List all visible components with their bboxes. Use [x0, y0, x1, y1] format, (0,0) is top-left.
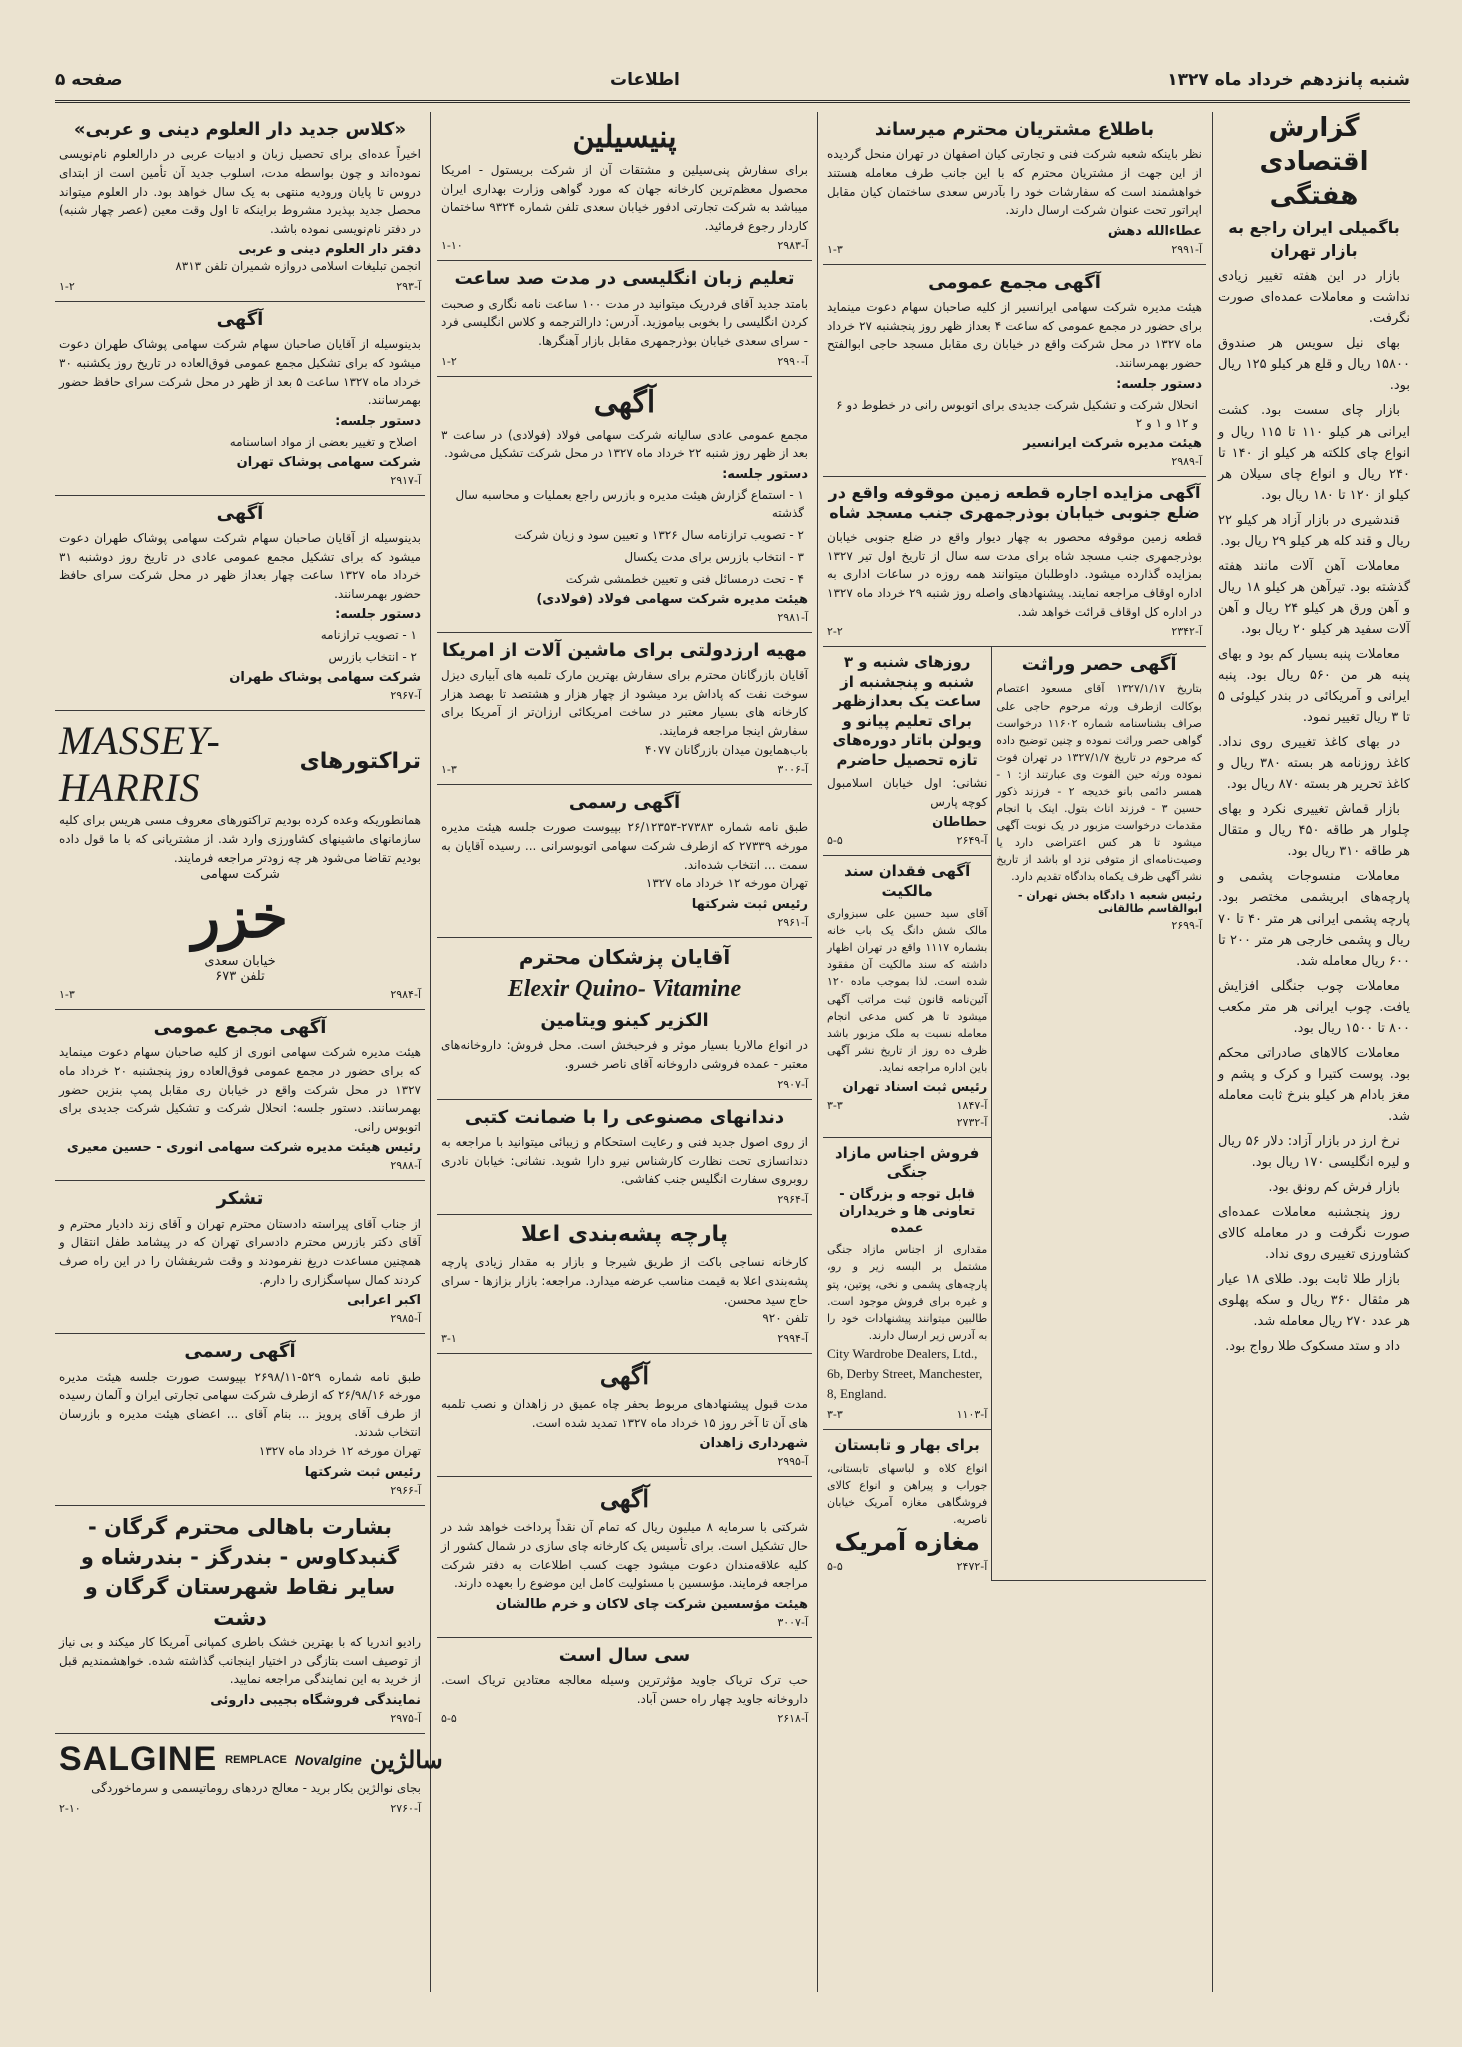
ad-ref: آ-۲۹۸۹ [1171, 454, 1202, 468]
ad-title: پنیسیلین [572, 120, 677, 155]
ad-body: مدت قبول پیشنهادهای مربوط بحفر چاه عمیق در زاهدان و نصب تلمبه های آن تا آخر روز ۱۵ خرداد ماه ۱۳۲۷ تمدید شده است. [441, 1396, 808, 1430]
ad-title: آقایان پزشکان محترم [518, 944, 731, 969]
ad-address: انجمن تبلیغات اسلامی دروازه شمیران تلفن ۸۳۱۳ [175, 259, 421, 274]
ad-music-lessons [823, 647, 991, 856]
ad-body: از روی اصول جدید فنی و رعایت استحکام و زیبائی میتوانید با مراجعه به دندانسازی تحت نظارت کارشناس نیرو دارا شوید. نشانی: خیابان نادری روبروی سفارت انگلیس جنب کفاشی. [441, 1135, 808, 1187]
report-subtitle: باگمیلی ایران راجع به بازار تهران [1228, 218, 1400, 260]
report-paragraph: روز پنجشنبه معاملات عمده‌ای صورت نگرفت و در معامله کالای کشاورزی تغییری روی نداد. [1218, 1205, 1410, 1263]
ad-title: آگهی مجمع عمومی [153, 1017, 327, 1039]
ad-address: باب‌همایون میدان بازرگانان ۴۰۷۷ [644, 742, 808, 757]
ad-body: بدینوسیله از آقایان صاحبان سهام شرکت سهامی پوشاک طهران دعوت میشود که برای تشکیل مجمع عمومی عادی در تاریخ روز دوشنبه ۳۱ خرداد ماه ۱۳۲۷ ساعت چهار بعداز ظهر در محل شرکت سرای حافظ حضور بهمرسانند. [59, 531, 421, 601]
ad-ref-count: ۱-۳ [441, 763, 457, 777]
ad-ref: آ-۲۹۸۴ [390, 988, 421, 1002]
ad-title: مهیه ارزدولتی برای ماشین آلات از امریکا [442, 639, 807, 661]
ad-ref-count: ۲-۱۰ [59, 1801, 81, 1815]
ad-ref: آ-۲۹۷۵ [390, 1712, 421, 1726]
report-paragraph: بهای نیل سویس هر صندوق ۱۵۸۰۰ ریال و قلع هر کیلو ۱۲۵ ریال بود. [1218, 336, 1410, 394]
ad-title: آگهی مجمع عمومی [928, 271, 1101, 293]
ad-body: مقداری از اجناس مازاد جنگی مشتمل بر البسه زیر و رو، پارچه‌های پشمی و نخی، پوتین، پتو و غیره برای فروش موجود است. طالبین میتوانند پیشنهادات خود را به آدرس زیر ارسال دارند. [827, 1243, 988, 1342]
ad-agenda-item: ۱ - تصویب ترازنامه [320, 628, 417, 643]
ad-zahedan [437, 1354, 812, 1477]
ad-body: نظر باینکه شعبه شرکت فنی و تجارتی کیان اصفهان در تهران منحل گردیده از این جهت از مشتریان محترم که با این جانب طرف معامله هستند خواهشمند است که سفارشات خود را بآدرس سعدی ساختمان کیان مقابل اپراتور تحت عنوان شرکت ارسال دارند. [827, 147, 1202, 218]
ad-title: آگهی حصر وراثت [1021, 654, 1177, 676]
massey-harris-title: MASSEY-HARRIS [59, 718, 221, 811]
ad-pooshak-extra [55, 302, 425, 496]
ad-ref: آ-۲۶۴۹ [956, 834, 988, 848]
header-date: شنبه پانزدهم خرداد ماه ۱۳۲۷ [1167, 70, 1410, 90]
report-paragraph: بازار طلا ثابت بود. طلای ۱۸ عیار هر مثقال ۳۶۰ ریال و سکه پهلوی هر عدد ۲۷۰ ریال معامله شد. [1218, 1272, 1410, 1330]
ad-ref: آ-۲۹۱۷ [390, 473, 421, 487]
report-paragraph: بازار فرش کم رونق بود. [1268, 1180, 1400, 1196]
ad-signature: اکبر اعرابی [347, 1293, 421, 1309]
ad-ref-count: ۱-۳ [827, 242, 843, 256]
ad-inheritance [991, 647, 1206, 1581]
ad-ref: آ-۲۳۴۲ [1171, 625, 1202, 639]
ad-title: آگهی [216, 308, 264, 330]
ad-penicillin [437, 112, 812, 261]
page-header [55, 60, 1410, 103]
ad-title: باطلاع مشتریان محترم میرساند [874, 119, 1155, 140]
ad-body: برای سفارش پنی‌سیلین و مشتقات آن از شرکت بریستول - امریکا محصول معظم‌ترین کارخانه جهان که مورد گواهی وزارت بهداری ایران میباشد به شرکت تجارتی ادفور خیابان سعدی تلفن شماره ۹۳۲۴ ساختمان کاردار رجوع فرمائید. [441, 163, 808, 233]
ad-title: تراکتورهای [299, 749, 421, 775]
ad-ref: آ-۱۱۰۳ [956, 1408, 988, 1422]
ad-subtitle: قابل توجه و بزرگان - تعاونی ها و خریداران عمده [839, 1186, 976, 1236]
ad-ref-count: ۳-۳ [827, 1098, 843, 1112]
ad-america-store [823, 1430, 991, 1581]
logo-address: خیابان سعدی [204, 954, 276, 970]
ad-ref: آ-۲۹۹۴ [777, 1331, 808, 1345]
ad-body: بدینوسیله از آقایان صاحبان سهام شرکت سهامی پوشاک طهران دعوت میشود که برای تشکیل مجمع عمومی فوق‌العاده در تاریخ روز یکشنبه ۳۰ خرداد ماه ۱۳۲۷ ساعت ۵ بعد از ظهر در محل شرکت سرای حافظ حضور بهمرسانند. [59, 337, 421, 408]
ad-signature: رئیس شعبه ۱ دادگاه بخش تهران - ابوالقاسم طالقانی [1017, 889, 1202, 916]
ad-body: کارخانه نساجی باکت از طریق شیرجا و بازار به مقدار زیادی پارچه پشه‌بندی اعلا به قیمت مناسب عرضه میدارد. مراجعه: بازار بزازها - سرای حاج سید محسن. [441, 1255, 808, 1307]
ad-tea-company [437, 1477, 812, 1638]
ad-title-fa: الکزیر کینو ویتامین [540, 1010, 709, 1032]
ad-ref: آ-۲۷۳۲ [956, 1115, 988, 1129]
ad-body: نشانی: اول خیابان اسلامبول کوچه پارس [827, 776, 988, 809]
ad-body: حب ترک تریاک جاوید مؤثرترین وسیله معالجه معتادین تریاک است. داروخانه جاوید چهار راه حسن آباد. [441, 1673, 808, 1706]
ad-signature: شهرداری زاهدان [699, 1436, 808, 1452]
column-3 [823, 112, 1206, 1992]
header-page-number: صفحه ۵ [55, 70, 123, 90]
ad-title: سی سال است [558, 1644, 691, 1666]
ad-signature: شرکت سهامی پوشاک تهران [236, 454, 421, 470]
ad-banner: بشارت باهالی محترم گرگان - گنبدکاوس - بندرگز - بندرشاه و سایر نقاط شهرستان گرگان و دشت [80, 1514, 400, 1630]
ad-signature: رئیس ثبت شرکتها [304, 1464, 421, 1480]
ad-dentures [437, 1100, 812, 1215]
report-paragraph: قندشیری در بازار آزاد هر کیلو ۲۲ ریال و قند کله هر کیلو ۲۹ ریال بود. [1218, 512, 1410, 549]
logo-prefix: شرکت سهامی [200, 867, 280, 883]
ad-agenda-item: ۳ - انتخاب بازرس برای مدت یکسال [624, 549, 804, 564]
ad-salgine [55, 1734, 443, 1823]
ad-lost-deed [823, 856, 991, 1137]
ad-ref: آ-۲۷۶۰ [390, 1801, 421, 1815]
ad-phone: تلفن ۹۲۰ [762, 1311, 808, 1326]
ad-body: شرکتی با سرمایه ۸ میلیون ریال که تمام آن نقداً پرداخت خواهد شد در حال تشکیل است. برای تأسیس یک کارخانه چای سازی در شمال کشور از کلیه علاقه‌مندان دعوت میشود جهت کسب اطلاعات به دفتر شرکت مراجعه فرمایند. مؤسسین با مسئولیت کامل این موضوع را بعهده دارند. [441, 1520, 809, 1591]
ad-ref: آ-۲۹۸۳ [777, 239, 808, 253]
ad-body: اخیراً عده‌ای برای تحصیل زبان و ادبیات عربی در دارالعلوم نام‌نویسی نموده‌اند و چون بواسطه مدت، اسلوب جدید آن تأمین است از ابتدای دروس تا پایان ورودیه منتهی به یک سال خواهد بود. دار العلوم میتواند محصل جدید بپذیرد مشروط براینکه تا اول وقت معین (عصر چهار شنبه) در دفتر نام‌نویسی نموده باشد. [59, 147, 421, 236]
ad-ref: آ-۲۹۶۴ [777, 1192, 808, 1206]
ad-signature: رئیس ثبت اسناد تهران [842, 1079, 988, 1095]
ad-title: «کلاس جدید دار العلوم دینی و عربی» [73, 119, 407, 140]
ad-body: رادیو اندریا که با بهترین خشک باطری کمپانی آمریکا کار میکند و بی نیاز از توصیف است بتازگی در اختیار اینجانب گذاشته شده. خواهشمندیم قبل از خرید به این نمایندگی مراجعه نمایید. [59, 1635, 421, 1687]
ad-body: همانطوریکه وعده کرده بودیم تراکتورهای معروف مسی هریس برای کلیه سازمانهای ماشینهای کشاورزی وارد شد. از مشتریانی که با ما قول داده بودیم تقاضا می‌شود هر چه زودتر مراجعه فرمایند. [59, 813, 421, 865]
ad-opium-cure [437, 1638, 812, 1734]
ad-ref: آ-۳۰۰۶ [777, 763, 808, 777]
ad-signature: رئیس هیئت مدیره شرکت سهامی انوری - حسین معیری [66, 1140, 421, 1156]
column-1 [55, 112, 443, 1992]
ad-signature: هیئت مدیره شرکت سهامی فولاد (فولادی) [536, 591, 808, 607]
salgine-replaced: Novalgine [294, 1751, 362, 1768]
ad-dar-al-olum [55, 112, 425, 302]
ad-body: از جناب آقای پیراسته دادستان محترم تهران و آقای زند دادیار محترم و آقای دکتر بازرس محترم دادسرای تهران که در پیشامد طفل انتقال و همچنین مساعدت دریغ نفرمودند و وقت شریفشان را در این راه صرف کردند کمال سپاسگزاری را دارم. [59, 1216, 421, 1287]
ad-pooshak-regular [55, 496, 425, 712]
ad-english-address: City Wardrobe Dealers, Ltd., 6b, Derby Street, Manchester, 8, England. [827, 1345, 983, 1401]
ad-ref: آ-۳۰۰۷ [777, 1615, 808, 1629]
ad-agenda-item: ۴ - تحت درمسائل فنی و تعیین خطمشی شرکت [565, 571, 804, 586]
ad-ref: آ-۲۹۸۸ [390, 1159, 421, 1173]
column-2 [437, 112, 812, 1992]
ad-ref: آ-۲۹۰۷ [777, 1077, 808, 1091]
ad-massey-harris [55, 711, 425, 1010]
ad-ref: آ-۲۹۹۱ [1171, 242, 1202, 256]
report-paragraph: بازار چای سست بود. کشت ایرانی هر کیلو ۱۱۰ تا ۱۱۵ ریال و انواع چای کلکته هر کیلو از ۱۴۰ تا ۲۴۰ ریال و انواع چای سیلان هر کیلو از ۱۲۰ تا ۱۸۰ ریال بود. [1218, 403, 1411, 503]
ad-body: مجمع عمومی عادی سالیانه شرکت سهامی فولاد (فولادی) در ساعت ۳ بعد از ظهر روز شنبه ۲۲ خرداد ماه ۱۳۲۷ در محل شرکت تشکیل می‌شود. [441, 427, 808, 461]
report-paragraph: معاملات آهن آلات مانند هفته گذشته بود. تیرآهن هر کیلو ۱۸ ریال و آهن ورق هر کیلو ۲۴ ریال و آهن آلات سفید هر کیلو ۲۰ ریال بود. [1218, 558, 1411, 637]
ad-agenda-item: انحلال شرکت و تشکیل شرکت جدیدی برای اتوبوس رانی در خطوط دو ۶ و ۱۲ و ۱ و ۲ [836, 397, 1198, 430]
khazar-logo: خزر [192, 883, 288, 952]
ad-ref-count: ۳-۳ [827, 1408, 843, 1422]
ad-title: آگهی مزایده اجاره قطعه زمین موقوفه واقع در ضلع جنوبی خیابان بوذرجمهری جنب مسجد شاه [828, 482, 1201, 523]
salgine-fa: سالژین [369, 1745, 443, 1775]
ad-title: دندانهای مصنوعی را با ضمانت کتبی [464, 1106, 785, 1128]
ad-signature: عطاءالله دهش [1107, 223, 1202, 239]
ad-ref: آ-۲۶۹۹ [1171, 919, 1202, 933]
ad-agenda-item: ۱ - استماع گزارش هیئت مدیره و بازرس راجع بعملیات و محاسبه سال گذشته [455, 487, 804, 520]
ad-signature: دفتر دار العلوم دینی و عربی [238, 242, 421, 258]
ad-title: تشکر [216, 1188, 264, 1210]
ad-title: فروش اجناس مازاد جنگی [834, 1143, 980, 1182]
ad-war-surplus [823, 1138, 991, 1430]
ad-title: تعلیم زبان انگلیسی در مدت صد ساعت [454, 268, 795, 290]
ad-agenda-item: ۲ - تصویب ترازنامه سال ۱۳۲۶ و تعیین سود و زیان شرکت [514, 527, 804, 542]
ad-ref: آ-۲۹۶۶ [390, 1483, 421, 1497]
ad-signature: نمایندگی فروشگاه بجیبی داروئی [210, 1693, 421, 1709]
report-title: گزارش اقتصادی هفتگی [1259, 113, 1369, 211]
ad-foolad-assembly [437, 377, 812, 633]
report-paragraph: بازار قماش تغییری نکرد و بهای چلوار هر طاقه ۴۵۰ ریال و متقال هر طاقه ۳۱۰ ریال بود. [1218, 802, 1410, 860]
ad-ref: آ-۲۹۶۷ [390, 689, 421, 703]
ad-date: تهران مورخه ۱۲ خرداد ماه ۱۳۲۷ [258, 1443, 421, 1458]
ad-ref-count: ۵-۵ [827, 834, 843, 848]
ad-mosquito-net [437, 1215, 812, 1354]
ad-phone: تلفن ۶۷۳ [215, 969, 265, 985]
report-paragraph: معاملات منسوجات پشمی و پارچه‌های ابریشمی مختصر بود. پارچه پشمی ایرانی هر متر ۴۰ تا ۷۰ ریال و پشمی خارجی هر متر ۲۰۰ تا ۶۰۰ ریال معامله شد. [1218, 869, 1411, 969]
ad-title: آگهی فقدان سند مالکیت [844, 862, 971, 900]
ad-ref-count: ۳-۱ [441, 1331, 457, 1345]
ad-body: قطعه زمین موقوفه محصور به چهار دیوار واقع در ضلع جنوبی خیابان بوذرجمهری جنب مسجد شاه برای مدت سه سال از تاریخ اول تیر ۱۳۲۷ بمزایده گذارده میشود. داوطلبان میتوانند همه روزه در ساعات اداری به اداره اوقاف مراجعه نمایند. پیشنهادهای واصله روز شنبه ۲۹ خرداد ماه ۱۳۲۷ در اداره کل اوقاف قرائت خواهد شد. [827, 530, 1203, 619]
ad-ref: آ-۲۹۸۱ [777, 610, 808, 624]
ad-ref-count: ۵-۵ [827, 1559, 843, 1573]
ad-ref: آ-۲۹۹۰ [777, 354, 808, 368]
ad-land-auction [823, 477, 1206, 648]
ad-agenda-title: دستور جلسه: [335, 413, 421, 429]
ad-quino-vitamine [437, 938, 812, 1100]
ad-title: آگهی رسمی [568, 792, 681, 814]
ad-ref: آ-۲۴۷۲ [956, 1559, 988, 1573]
ad-ref: آ-۲۹۶۱ [777, 915, 808, 929]
ad-body: هیئت مدیره شرکت سهامی ایرانسیر از کلیه صاحبان سهام دعوت مینماید برای حضور در مجمع عمومی که ساعت ۴ بعداز ظهر روز پنجشنبه ۲۷ خرداد ماه ۱۳۲۷ در محل شرکت واقع در خیابان ری مقابل مسجد حاجی ابوالفتح حضور بهمرسانند. [827, 300, 1203, 370]
ad-ref-count: ۱-۲ [441, 354, 457, 368]
ad-iransir-assembly [823, 265, 1206, 477]
ad-ref-count: ۵-۵ [441, 1712, 457, 1726]
ad-ref-count: ۱-۱۰ [441, 239, 463, 253]
ad-signature: حطاطان [932, 815, 988, 831]
ad-body: آقای سید حسین علی سبزواری مالک شش دانگ یک باب خانه بشماره ۱۱۱۷ واقع در تهران اظهار داشته که سند مالکیت آن مفقود شده است. لذا بموجب ماده ۱۲۰ آئین‌نامه قانون ثبت مراتب آگهی میشود تا هر کس مدعی انجام معامله نسبت به ملک مزبور باشد ظرف ده روز از تاریخ نشر آگهی باین اداره مراجعه نماید. [827, 907, 988, 1074]
ad-agenda-title: دستور جلسه: [722, 466, 808, 482]
report-paragraph: بازار در این هفته تغییر زیادی نداشت و معاملات عمده‌ای صورت نگرفت. [1218, 269, 1410, 327]
store-name: مغازه آمریک [834, 1527, 980, 1556]
ad-body: بامتد جدید آقای فردریک میتوانید در مدت ۱۰۰ ساعت نامه نگاری و صحبت کردن انگلیسی را بخوبی بیاموزید. آدرس: دارالترجمه و کلاس انگلیسی فرد - سرای سعدی خیابان بوذرجمهری مقابل بازار آهنگرها. [441, 296, 808, 348]
ad-title: آگهی [593, 384, 656, 420]
ad-ref: آ-۱۸۴۷ [956, 1098, 988, 1112]
ad-body: طبق نامه شماره ۵۲۹-۲۶۹۸/۱۱ بپیوست صورت جلسه هیئت مدیره مورخه ۲۶/۹۸/۱۶ که ازطرف شرکت سهامی تجارتی ایران و آلمان رسیده از طرف آقای پرویز ... بنام آقای ... اعضای هیئت مدیره و بازرسان انتخاب شدند. [59, 1369, 421, 1440]
column-divider [1212, 112, 1213, 1992]
ad-signature: رئیس ثبت شرکتها [691, 896, 808, 912]
report-paragraph: معاملات پنبه بسیار کم بود و بهای پنبه هر من ۵۶۰ ریال بود. پنبه ایرانی و آمریکائی در بندر کیلوئی ۵ تا ۳ ریال تغییر نمود. [1218, 646, 1410, 726]
ad-ref: آ-۲۶۱۸ [777, 1712, 808, 1726]
ad-title: آگهی [599, 1360, 650, 1390]
ad-thanks [55, 1181, 425, 1334]
salgine-replace: REMPLACE [225, 1753, 287, 1766]
ad-body: بجای نوالژین بکار برید - معالج دردهای روماتیسمی و سرماخوردگی [91, 1781, 421, 1796]
ad-signature: هیئت مدیره شرکت ایرانسیر [1023, 435, 1202, 451]
ad-machinery [437, 633, 812, 785]
report-paragraph: معاملات چوب جنگلی افزایش یافت. چوب ایرانی هر متر مکعب ۸۰۰ تا ۱۵۰۰ ریال بود. [1218, 978, 1410, 1036]
ad-official-notice [437, 785, 812, 938]
ad-official-notice [55, 1334, 425, 1505]
ad-body: هیئت مدیره شرکت سهامی انوری از کلیه صاحبان سهام دعوت مینماید که برای حضور در مجمع عمومی فوق‌العاده روز پنجشنبه ۲۰ خرداد ماه ۱۳۲۷ در محل شرکت واقع در خیابان ری مقابل پمپ بنزین حضور بهمرسانند. دستور جلسه: انحلال شرکت و تشکیل شرکت جدیدی برای اتوبوس رانی. [59, 1045, 421, 1134]
ad-ref-count: ۱-۲ [59, 279, 75, 293]
ad-body: انواع کلاه و لباسهای تابستانی، جوراب و پیراهن و انواع کالای فروشگاهی مغازه آمریک خیابان ناصریه. [827, 1461, 988, 1526]
ad-title: آگهی [216, 502, 264, 524]
ad-date: تهران مورخه ۱۲ خرداد ماه ۱۳۲۷ [645, 876, 808, 891]
ad-agenda-title: دستور جلسه: [1116, 376, 1202, 392]
ad-body: طبق نامه شماره ۲۷۳۸۳-۲۶/۱۲۳۵۳ بپیوست صورت جلسه هیئت مدیره مورخه ۲۷۳۳۹ که ازطرف شرکت سهامی اتوبوسرانی ... رسیده آقایان به سمت ... انتخاب شده‌اند. [441, 820, 808, 872]
ad-body: در انواع مالاریا بسیار موثر و فرحبخش است. محل فروش: داروخانه‌های معتبر - عمده فروشی داروخانه آقای ناصر خسرو. [441, 1038, 808, 1072]
report-paragraph: داد و ستد مسکوک طلا رواج بود. [1225, 1339, 1400, 1355]
salgine-brand: SALGINE [59, 1740, 218, 1779]
ad-body: آقایان بازرگانان محترم برای سفارش بهترین مارک تلمبه های آبیاری دیزل سوخت نفت که پاداش برد میشود از چهار هزار و هشتصد تا بهصد هزار کارخانه های بسیار معتبر در ساخت امریکائی ارزان‌تر از آمریکا برای سفارش اینجا مراجعه فرمایند. [441, 668, 808, 738]
ad-title: روزهای شنبه و ۳ شنبه و پنجشنبه از ساعت یک بعدازظهر برای تعلیم پیانو و ویولن باتار دوره‌های تازه تحصیل حاضرم [832, 653, 982, 769]
ad-body: بتاریخ ۱۳۲۷/۱/۱۷ آقای مسعود اعتصام بوکالت ازطرف ورثه مرحوم حاجی علی صراف بشناسنامه شماره ۱۱۶۰۲ درخواست گواهی حصر وراثت نموده و چنین توضیح داده که مرحوم در تاریخ ۱۳۲۷/۱/۷ در تهران فوت نموده ورثه حین الفوت وی عبارتند از: ۱ - همسر دائمی بانو خدیجه ۲ - فرزند ذکور حسین ۳ - فرزند اناث بتول. اینک با انجام مقدمات درخواست مزبور در یک نوبت آگهی میشود تا هر کس اعتراضی دارد یا وصیت‌نامه‌ای از متوفی نزد او باشد از تاریخ نشر آگهی ظرف یکماه بدادگاه تقدیم دارد. [996, 682, 1203, 883]
ad-customers-notice [823, 112, 1206, 265]
ad-agenda-title: دستور جلسه: [335, 607, 421, 623]
report-body [1218, 266, 1410, 1357]
ad-title: برای بهار و تابستان [834, 1436, 980, 1455]
ad-ref: آ-۲۹۳ [396, 279, 421, 293]
ad-ref: آ-۲۹۸۵ [390, 1312, 421, 1326]
ad-title: آگهی [599, 1484, 650, 1514]
ad-title-latin: Elexir Quino- Vitamine [507, 975, 742, 1002]
ad-title: پارچه پشه‌بندی اعلا [520, 1221, 729, 1247]
header-masthead: اطلاعات [610, 70, 680, 90]
report-paragraph: در بهای کاغذ تغییری روی نداد. کاغذ روزنامه هر بسته ۳۸۰ ریال و کاغذ تحریر هر بسته ۸۷۰ ریال بود. [1218, 735, 1410, 793]
ad-ref-count: ۲-۲ [827, 625, 843, 639]
ad-agenda-item: اصلاح و تغییر بعضی از مواد اساسنامه [229, 434, 417, 449]
ad-ref-count: ۱-۳ [59, 988, 75, 1002]
column-divider [817, 112, 818, 1992]
ad-anvari-assembly [55, 1010, 425, 1181]
ad-gorgan-radio [55, 1506, 425, 1735]
ad-agenda-item: ۲ - انتخاب بازرس [328, 650, 417, 665]
ad-title: آگهی رسمی [184, 1341, 296, 1363]
ad-english-lessons [437, 261, 812, 376]
report-paragraph: نرخ ارز در بازار آزاد: دلار ۵۶ ریال و لیره انگلیسی ۱۷۰ ریال بود. [1218, 1134, 1410, 1171]
ad-signature: هیئت مؤسسین شرکت چای لاکان و خرم طالشان [495, 1596, 808, 1612]
column-4 [1218, 112, 1410, 1992]
report-paragraph: معاملات کالاهای صادراتی محکم بود. پوست کتیرا و کرک و پشم و مغز بادام هر کیلو بنرخ ثابت معامله شد. [1218, 1045, 1410, 1124]
ad-signature: شرکت سهامی پوشاک طهران [229, 670, 421, 686]
column-divider [430, 112, 431, 1992]
ad-ref: آ-۲۹۹۵ [777, 1455, 808, 1469]
